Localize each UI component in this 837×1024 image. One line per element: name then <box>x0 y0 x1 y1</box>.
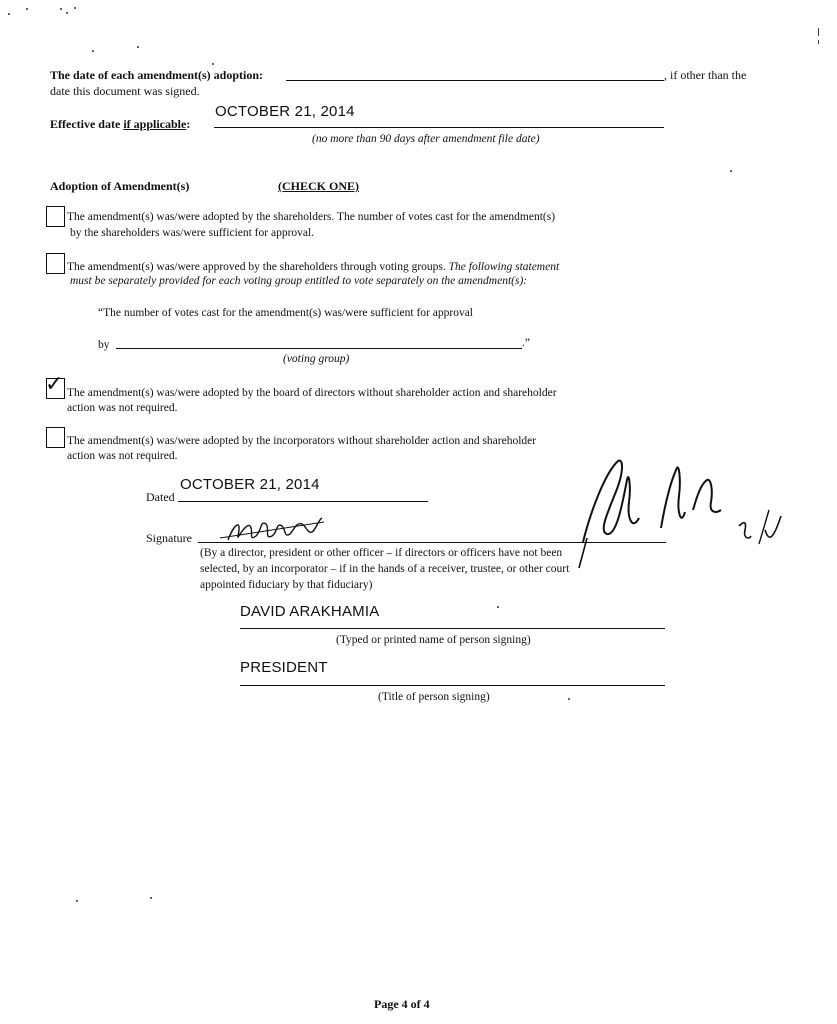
by-end-quote: .” <box>522 337 530 349</box>
option-shareholders-line2: by the shareholders was/were sufficient for approval. <box>70 227 315 239</box>
scan-speck <box>497 606 499 608</box>
title-caption: (Title of person signing) <box>378 691 490 703</box>
printed-name-caption: (Typed or printed name of person signing) <box>336 634 531 646</box>
scan-speck <box>730 170 732 172</box>
option-board-line2: action was not required. <box>67 402 178 414</box>
amendment-date-line <box>286 80 664 81</box>
scan-speck <box>818 40 819 44</box>
scan-speck <box>8 13 10 15</box>
title-value: PRESIDENT <box>240 659 328 676</box>
checkbox-voting-groups[interactable] <box>46 253 65 274</box>
amendment-date-suffix: , if other than the <box>664 68 747 82</box>
scan-speck <box>150 897 152 899</box>
printed-name-value: DAVID ARAKHAMIA <box>240 603 380 620</box>
option-shareholders-line1: The amendment(s) was/were adopted by the shareholders. The number of votes cast for the amendment(s) <box>67 211 556 223</box>
title-line <box>240 685 665 686</box>
check-mark-icon: ✓ <box>45 372 64 397</box>
scan-speck <box>74 7 76 9</box>
printed-name-line <box>240 628 665 629</box>
effective-date-label: Effective date if applicable: <box>50 117 191 131</box>
option-board-line1: The amendment(s) was/were adopted by the board of directors without shareholder action and shareholder <box>67 387 557 399</box>
adoption-heading: Adoption of Amendment(s) <box>50 179 190 193</box>
scan-speck <box>60 8 62 10</box>
page-number: Page 4 of 4 <box>374 997 430 1011</box>
checkbox-shareholders[interactable] <box>46 206 65 227</box>
checkbox-incorporators[interactable] <box>46 427 65 448</box>
scan-speck <box>568 698 570 700</box>
dated-value: OCTOBER 21, 2014 <box>180 476 320 493</box>
option-incorporators-line2: action was not required. <box>67 450 178 462</box>
option-incorporators-line1: The amendment(s) was/were adopted by the incorporators without shareholder action and shareholder <box>67 435 537 447</box>
amendment-date-continuation: date this document was signed. <box>50 84 200 98</box>
signature-note-line3: appointed fiduciary by that fiduciary) <box>200 579 373 591</box>
voting-group-line <box>116 348 522 349</box>
option-voting-groups-line2: must be separately provided for each voting group entitled to vote separately on the amendment(s): <box>70 275 528 287</box>
scan-speck <box>212 63 214 65</box>
dated-line <box>178 501 428 502</box>
signature-label: Signature <box>146 531 192 545</box>
scan-speck <box>818 28 819 36</box>
option-voting-groups-line1: The amendment(s) was/were approved by the shareholders through voting groups. The following statement <box>67 261 560 273</box>
by-label: by <box>98 339 110 351</box>
effective-date-note: (no more than 90 days after amendment file date) <box>312 133 540 145</box>
amendment-date-label: The date of each amendment(s) adoption: <box>50 68 263 82</box>
effective-date-value: OCTOBER 21, 2014 <box>215 103 355 120</box>
scan-speck <box>66 12 68 14</box>
effective-date-line <box>214 127 664 128</box>
check-one-label: (CHECK ONE) <box>278 179 359 193</box>
scan-speck <box>137 46 139 48</box>
voting-group-caption: (voting group) <box>283 353 350 365</box>
small-signature-scribble <box>198 508 338 548</box>
signature-note-line1: (By a director, president or other officer – if directors or officers have not been <box>200 547 563 559</box>
signature-note-line2: selected, by an incorporator – if in the hands of a receiver, trustee, or other court <box>200 563 570 575</box>
scan-speck <box>76 900 78 902</box>
scan-speck <box>92 50 94 52</box>
scan-speck <box>26 8 28 10</box>
dated-label: Dated <box>146 490 175 504</box>
large-signature-scribble <box>565 450 790 580</box>
voting-quote: “The number of votes cast for the amendment(s) was/were sufficient for approval <box>98 307 473 319</box>
